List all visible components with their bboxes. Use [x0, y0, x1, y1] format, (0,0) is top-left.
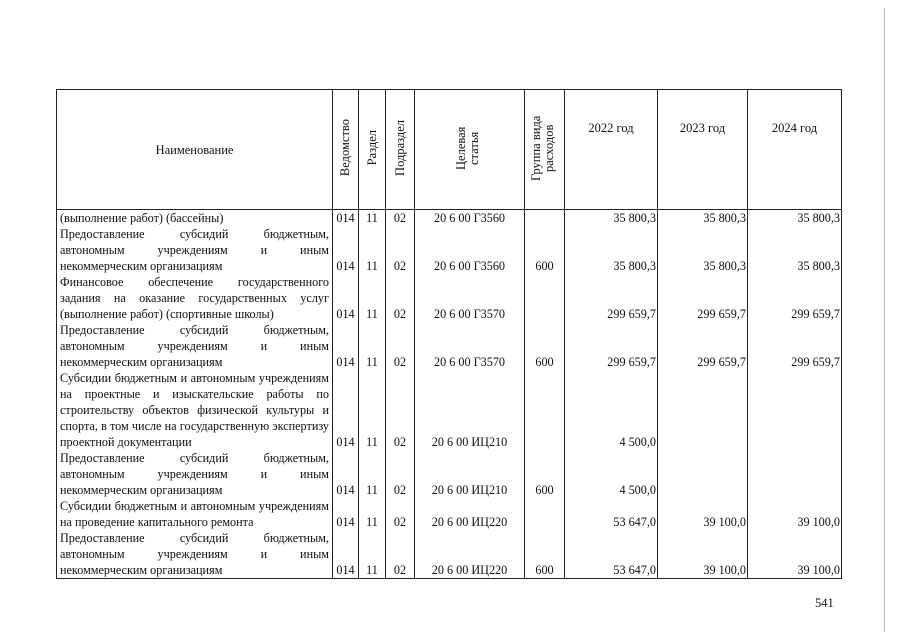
table-cell-celevaya: 20 6 00 Г3560 [415, 210, 525, 227]
table-cell-2023: 299 659,7 [658, 274, 748, 322]
table-cell-podrazdel: 02 [386, 274, 415, 322]
table-cell-2023: 35 800,3 [658, 210, 748, 227]
table-cell-podrazdel: 02 [386, 226, 415, 274]
table-cell-razdel: 11 [359, 498, 386, 530]
table-cell-name: Финансовое обеспечение государственного задания на оказание государственных услуг (выполнение работ) (спортивные школы) [57, 274, 333, 322]
header-2023: 2023 год [658, 90, 748, 210]
header-podrazdel: Подраздел [386, 90, 415, 210]
table-cell-gruppa: 600 [525, 450, 565, 498]
table-cell-2024 [748, 370, 842, 450]
table-row [57, 450, 842, 498]
table-cell-celevaya: 20 6 00 Г3570 [415, 322, 525, 370]
table-cell-razdel: 11 [359, 226, 386, 274]
table-cell-2024: 35 800,3 [748, 210, 842, 227]
table-cell-gruppa [525, 274, 565, 322]
table-cell-2022: 53 647,0 [565, 530, 658, 579]
table-row [57, 322, 842, 370]
table-cell-2024: 299 659,7 [748, 322, 842, 370]
table-cell-podrazdel: 02 [386, 530, 415, 579]
table-cell-2022: 53 647,0 [565, 498, 658, 530]
table-cell-2024 [748, 450, 842, 498]
table-cell-podrazdel: 02 [386, 450, 415, 498]
table-cell-name: Предоставление субсидий бюджетным, автономным учреждениям и иным некоммерческим организациям [57, 226, 333, 274]
table-cell-2022: 299 659,7 [565, 274, 658, 322]
table-cell-vedomstvo: 014 [333, 226, 359, 274]
table-cell-gruppa [525, 370, 565, 450]
header-name: Наименование [57, 90, 333, 210]
page-number: 541 [815, 596, 834, 610]
table-cell-name: Субсидии бюджетным и автономным учреждениям на проектные и изыскательские работы по строительству объектов физической культуры и спорта, в том числе на государственную экспертизу проектной документации [57, 370, 333, 450]
table-cell-razdel: 11 [359, 530, 386, 579]
table-cell-gruppa: 600 [525, 322, 565, 370]
table-cell-name: Субсидии бюджетным и автономным учреждениям на проведение капитального ремонта [57, 498, 333, 530]
table-cell-razdel: 11 [359, 274, 386, 322]
table-cell-podrazdel: 02 [386, 370, 415, 450]
table-cell-celevaya: 20 6 00 ИЦ210 [415, 370, 525, 450]
table-cell-celevaya: 20 6 00 ИЦ220 [415, 530, 525, 579]
table-cell-razdel: 11 [359, 450, 386, 498]
table-cell-razdel: 11 [359, 370, 386, 450]
table-cell-celevaya: 20 6 00 ИЦ220 [415, 498, 525, 530]
table-cell-vedomstvo: 014 [333, 530, 359, 579]
table-header-row [57, 90, 842, 210]
table-cell-vedomstvo: 014 [333, 322, 359, 370]
table-cell-2023 [658, 450, 748, 498]
table-cell-podrazdel: 02 [386, 322, 415, 370]
table-cell-vedomstvo: 014 [333, 498, 359, 530]
table-cell-podrazdel: 02 [386, 210, 415, 227]
table-cell-2022: 35 800,3 [565, 210, 658, 227]
table-cell-2023: 39 100,0 [658, 498, 748, 530]
budget-table [56, 89, 842, 579]
table-cell-celevaya: 20 6 00 ИЦ210 [415, 450, 525, 498]
table-cell-2022: 4 500,0 [565, 370, 658, 450]
header-razdel: Раздел [359, 90, 386, 210]
table-cell-2022: 299 659,7 [565, 322, 658, 370]
table-cell-razdel: 11 [359, 322, 386, 370]
table-cell-podrazdel: 02 [386, 498, 415, 530]
table-cell-2023: 35 800,3 [658, 226, 748, 274]
table-row [57, 370, 842, 450]
header-vedomstvo: Ведомство [333, 90, 359, 210]
header-celevaya: Целевая статья [415, 90, 525, 210]
table-cell-2024: 299 659,7 [748, 274, 842, 322]
table-row [57, 498, 842, 530]
table-cell-2023: 39 100,0 [658, 530, 748, 579]
scan-edge-line [884, 8, 885, 632]
table-cell-gruppa [525, 210, 565, 227]
table-cell-celevaya: 20 6 00 Г3560 [415, 226, 525, 274]
table-cell-2022: 4 500,0 [565, 450, 658, 498]
table-cell-2023 [658, 370, 748, 450]
table-cell-vedomstvo: 014 [333, 370, 359, 450]
table-cell-2024: 39 100,0 [748, 498, 842, 530]
table-cell-celevaya: 20 6 00 Г3570 [415, 274, 525, 322]
table-row [57, 210, 842, 227]
table-cell-name: (выполнение работ) (бассейны) [57, 210, 333, 227]
header-2024: 2024 год [748, 90, 842, 210]
table-row [57, 226, 842, 274]
table-cell-name: Предоставление субсидий бюджетным, автономным учреждениям и иным некоммерческим организациям [57, 322, 333, 370]
table-cell-gruppa: 600 [525, 226, 565, 274]
header-gruppa: Группа вида расходов [525, 90, 565, 210]
table-row [57, 530, 842, 579]
table-cell-2024: 39 100,0 [748, 530, 842, 579]
table-cell-2024: 35 800,3 [748, 226, 842, 274]
table-cell-vedomstvo: 014 [333, 274, 359, 322]
table-cell-razdel: 11 [359, 210, 386, 227]
table-row [57, 274, 842, 322]
table-cell-2023: 299 659,7 [658, 322, 748, 370]
table-cell-name: Предоставление субсидий бюджетным, автономным учреждениям и иным некоммерческим организациям [57, 530, 333, 579]
table-cell-vedomstvo: 014 [333, 210, 359, 227]
table-cell-vedomstvo: 014 [333, 450, 359, 498]
table-cell-gruppa: 600 [525, 530, 565, 579]
table-cell-2022: 35 800,3 [565, 226, 658, 274]
table-cell-name: Предоставление субсидий бюджетным, автономным учреждениям и иным некоммерческим организациям [57, 450, 333, 498]
header-2022: 2022 год [565, 90, 658, 210]
table-cell-gruppa [525, 498, 565, 530]
